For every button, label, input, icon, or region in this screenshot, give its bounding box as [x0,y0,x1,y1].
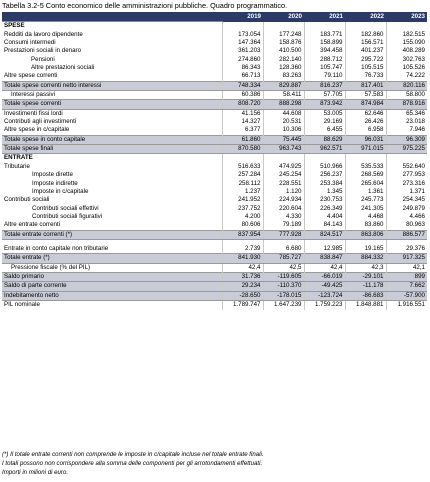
row-value: 1.759.223 [304,301,345,310]
row-value: 265.604 [345,180,386,188]
row-value: 220.604 [263,205,304,213]
row-value: 29.169 [304,118,345,126]
row-label: Totale spese correnti [2,100,222,109]
row-label: Interessi passivi [11,91,56,98]
row-value: 817.401 [345,81,386,90]
row-value: 79.189 [263,221,304,230]
row-label: Pressione fiscale (% del PIL) [11,263,91,271]
row-label: SPESE [2,22,222,31]
row-value: 258.112 [222,180,263,188]
table-row [2,72,427,81]
row-value: 245.254 [263,171,304,179]
row-value: 83.860 [345,221,386,230]
row-value: 182.515 [386,31,427,39]
row-value: 41.156 [222,109,263,118]
table-row [2,230,427,239]
row-value: -11.178 [345,282,386,291]
row-value: 62.646 [345,109,386,118]
row-value: 401.237 [345,47,386,55]
row-value: 12.985 [304,245,345,254]
row-value: 65.346 [386,109,427,118]
row-label: Totale spese in conto capitale [2,135,222,144]
row-value: 249.879 [386,205,427,213]
table-body [2,22,427,310]
row-value: 4.466 [386,213,427,221]
row-value: 962.571 [304,145,345,154]
row-value: 20.531 [263,118,304,126]
row-value: 975.225 [386,145,427,154]
row-value: 31.736 [222,273,263,282]
row-label: Totale spese finali [2,145,222,154]
table-row [2,91,427,100]
row-value: -29.101 [345,273,386,282]
row-value: 4.468 [345,213,386,221]
row-value: 277.953 [386,171,427,179]
row-value: 182.860 [345,31,386,39]
row-value: 474.925 [263,163,304,171]
row-value: 76.733 [345,72,386,81]
row-value: 273.316 [386,180,427,188]
row-value: 84.143 [304,221,345,230]
row-value: 105.526 [386,64,427,72]
row-value [263,22,304,31]
row-value: 361.203 [222,47,263,55]
row-label: Imposte in c/capitale [32,188,89,196]
row-value: 295.722 [345,56,386,64]
row-value: 841.930 [222,254,263,263]
row-value: 74.222 [386,72,427,81]
row-value: 58.411 [263,91,304,100]
row-value: 88.629 [304,135,345,144]
row-value: 837.954 [222,230,263,239]
row-value: 19.165 [345,245,386,254]
row-value: 42,1 [386,263,427,272]
row-value: 394.458 [304,47,345,55]
row-label: Investimenti fissi lordi [4,109,63,117]
row-value: 42,3 [345,263,386,272]
table-row [2,39,427,47]
table-row [2,109,427,118]
row-value: 820.116 [386,81,427,90]
table-section-row [2,22,427,31]
header-year: 2023 [386,12,427,22]
row-value [386,154,427,163]
header-year: 2020 [263,12,304,22]
row-label: Indebitamento netto [2,291,222,300]
row-value: -123.724 [304,291,345,300]
row-value: 226.349 [304,205,345,213]
row-value: 254.345 [386,196,427,204]
row-value: 886.577 [386,230,427,239]
row-value: -110.370 [263,282,304,291]
row-value: 96.309 [386,135,427,144]
row-label: Totale spese correnti netto interessi [2,81,222,90]
row-value: 874.984 [345,100,386,109]
table-row [2,100,427,109]
row-value: 288.712 [304,56,345,64]
table-container [2,12,427,310]
row-value: 241.952 [222,196,263,204]
row-value: 884.332 [345,254,386,263]
note-line: Importi in milioni di euro. [2,468,69,476]
row-value: 80.963 [386,221,427,230]
table-caption: Tabella 3.2-5 Conto economico delle amministrazioni pubbliche. Quadro programmatico. [2,1,288,10]
table-row [2,64,427,72]
row-value: 79.110 [304,72,345,81]
row-value [222,22,263,31]
header-year: 2019 [222,12,263,22]
table-row [2,180,427,188]
row-value: 282.140 [263,56,304,64]
note-line: I totali possono non corrispondere alla somma delle componenti per gli arrotondamenti effettuati. [2,459,263,467]
row-label: Pensioni [31,55,55,63]
row-value: 1.345 [304,188,345,196]
row-value: 57.705 [304,91,345,100]
row-value: 128.360 [263,64,304,72]
row-value: 1.848.881 [345,301,386,310]
table-section-row [2,154,427,163]
row-value: 66.713 [222,72,263,81]
row-value: 6.455 [304,126,345,135]
row-value: 1.361 [345,188,386,196]
row-value: 408.289 [386,47,427,55]
row-value: 971.015 [345,145,386,154]
table-row [2,56,427,64]
row-value: 777.928 [263,230,304,239]
row-value: -119.605 [263,273,304,282]
row-value: 552.640 [386,163,427,171]
row-value: 878.916 [386,100,427,109]
table-row [2,47,427,55]
row-value: 785.727 [263,254,304,263]
row-value: 158.899 [304,39,345,47]
row-value: 256.237 [304,171,345,179]
row-value: 61.860 [222,135,263,144]
row-value: 14.327 [222,118,263,126]
row-value: 241.305 [345,205,386,213]
table-row [2,245,427,254]
row-value: 53.005 [304,109,345,118]
row-label: Altre entrate correnti [4,221,61,229]
row-value: 57.583 [345,91,386,100]
row-label: Altre spese in c/capitale [4,126,70,134]
row-label: Redditi da lavoro dipendente [4,30,83,38]
row-label: Saldo primario [2,273,222,282]
row-value: 60.386 [222,91,263,100]
row-value: 228.551 [263,180,304,188]
row-value: 535.533 [345,163,386,171]
table-row [2,221,427,230]
row-value [263,154,304,163]
table-row [2,31,427,39]
row-value: 410.500 [263,47,304,55]
row-value: 86.343 [222,64,263,72]
row-value: 1.371 [386,188,427,196]
row-label: Imposte dirette [32,171,73,179]
row-label: Tributarie [4,163,30,170]
row-value: 29.376 [386,245,427,254]
row-value: 863.806 [345,230,386,239]
row-label: Contributi agli investimenti [4,118,77,126]
row-label: Contributi sociali figurativi [32,213,103,221]
row-value: -66.019 [304,273,345,282]
row-value: 173.054 [222,31,263,39]
row-value: -178.015 [263,291,304,300]
row-value: 7.662 [386,282,427,291]
row-label: ENTRATE [2,154,222,163]
row-value: 2.739 [222,245,263,254]
table-row [2,188,427,196]
row-value: 44.608 [263,109,304,118]
row-label: Contributi sociali [4,196,50,204]
row-value: -57.900 [386,291,427,300]
table-row [2,126,427,135]
row-value: 156.571 [345,39,386,47]
table-row [2,145,427,154]
row-value: 1.237 [222,188,263,196]
row-value: 274.860 [222,56,263,64]
row-value [386,22,427,31]
row-value: 1.916.551 [386,301,427,310]
table-header-row [2,12,427,22]
row-label: Imposte indirette [32,179,78,187]
row-value: 6.680 [263,245,304,254]
row-value: 838.847 [304,254,345,263]
row-value: 245.773 [345,196,386,204]
row-value [304,22,345,31]
row-value: 155.090 [386,39,427,47]
row-value: 147.364 [222,39,263,47]
table-row [2,171,427,179]
table-row [2,205,427,213]
table-row [2,282,427,291]
row-value: 75.445 [263,135,304,144]
row-value: 4.200 [222,213,263,221]
header-label-cell [2,12,222,22]
row-value: 42,5 [263,263,304,272]
row-value: 105.747 [304,64,345,72]
row-value: 963.743 [263,145,304,154]
table-row [2,135,427,144]
row-value: -28.650 [222,291,263,300]
row-value: 42,4 [222,263,263,272]
economic-account-table [2,12,427,310]
row-value: 268.569 [345,171,386,179]
table-row [2,81,427,90]
row-label: Altre spese correnti [4,72,58,80]
row-value: 158.876 [263,39,304,47]
row-label: Prestazioni sociali in denaro [4,47,82,55]
row-value: 4.330 [263,213,304,221]
row-value: 816.237 [304,81,345,90]
table-row [2,301,427,310]
row-value [345,22,386,31]
row-label: Saldo di parte corrente [2,282,222,291]
row-value: 183.771 [304,31,345,39]
row-value: 105.515 [345,64,386,72]
row-value: -49.425 [304,282,345,291]
row-value: 808.720 [222,100,263,109]
header-year: 2022 [345,12,386,22]
table-row [2,273,427,282]
row-value: 80.606 [222,221,263,230]
row-value [222,154,263,163]
table-notes [2,451,264,478]
row-value: 23.018 [386,118,427,126]
table-row [2,196,427,204]
row-label: Entrate in conto capitale non tributarie [4,245,109,253]
row-value: 253.384 [304,180,345,188]
row-value: 26.426 [345,118,386,126]
row-value: 1.647.239 [263,301,304,310]
row-label: Contributi sociali effettivi [32,204,99,212]
row-value: 829.887 [263,81,304,90]
row-value: 302.763 [386,56,427,64]
row-label: Totale entrate correnti (*) [2,230,222,239]
row-value: 257.284 [222,171,263,179]
table-row [2,254,427,263]
row-value: 899 [386,273,427,282]
row-value: 6.377 [222,126,263,135]
row-value: 824.517 [304,230,345,239]
row-value: 917.325 [386,254,427,263]
table-row [2,118,427,126]
row-value: 224.934 [263,196,304,204]
table-row [2,263,427,272]
row-value: 96.031 [345,135,386,144]
row-value: 888.298 [263,100,304,109]
row-value: 1.120 [263,188,304,196]
row-value: 42,4 [304,263,345,272]
row-value: 58.800 [386,91,427,100]
row-label: Totale entrate (*) [2,254,222,263]
row-label: Consumi intermedi [4,38,56,46]
row-value [304,154,345,163]
table-row [2,163,427,171]
table-row [2,291,427,300]
row-label: Altre prestazioni sociali [31,63,95,71]
row-value: -86.683 [345,291,386,300]
row-value: 6.958 [345,126,386,135]
row-value [345,154,386,163]
row-value: 873.942 [304,100,345,109]
row-value: 510.966 [304,163,345,171]
row-value: 230.753 [304,196,345,204]
row-value: 7.946 [386,126,427,135]
header-year: 2021 [304,12,345,22]
row-value: 237.752 [222,205,263,213]
row-label: PIL nominale [4,301,40,309]
table-row [2,213,427,221]
row-value: 83.263 [263,72,304,81]
row-value: 748.334 [222,81,263,90]
row-value: 29.234 [222,282,263,291]
row-value: 1.789.747 [222,301,263,310]
row-value: 516.633 [222,163,263,171]
note-line: (*) Il totale entrate correnti non comprende le imposte in c/capitale incluse nel totale entrate finali. [2,451,264,458]
row-value: 870.580 [222,145,263,154]
row-value: 177.248 [263,31,304,39]
row-value: 4.404 [304,213,345,221]
row-value: 10.306 [263,126,304,135]
